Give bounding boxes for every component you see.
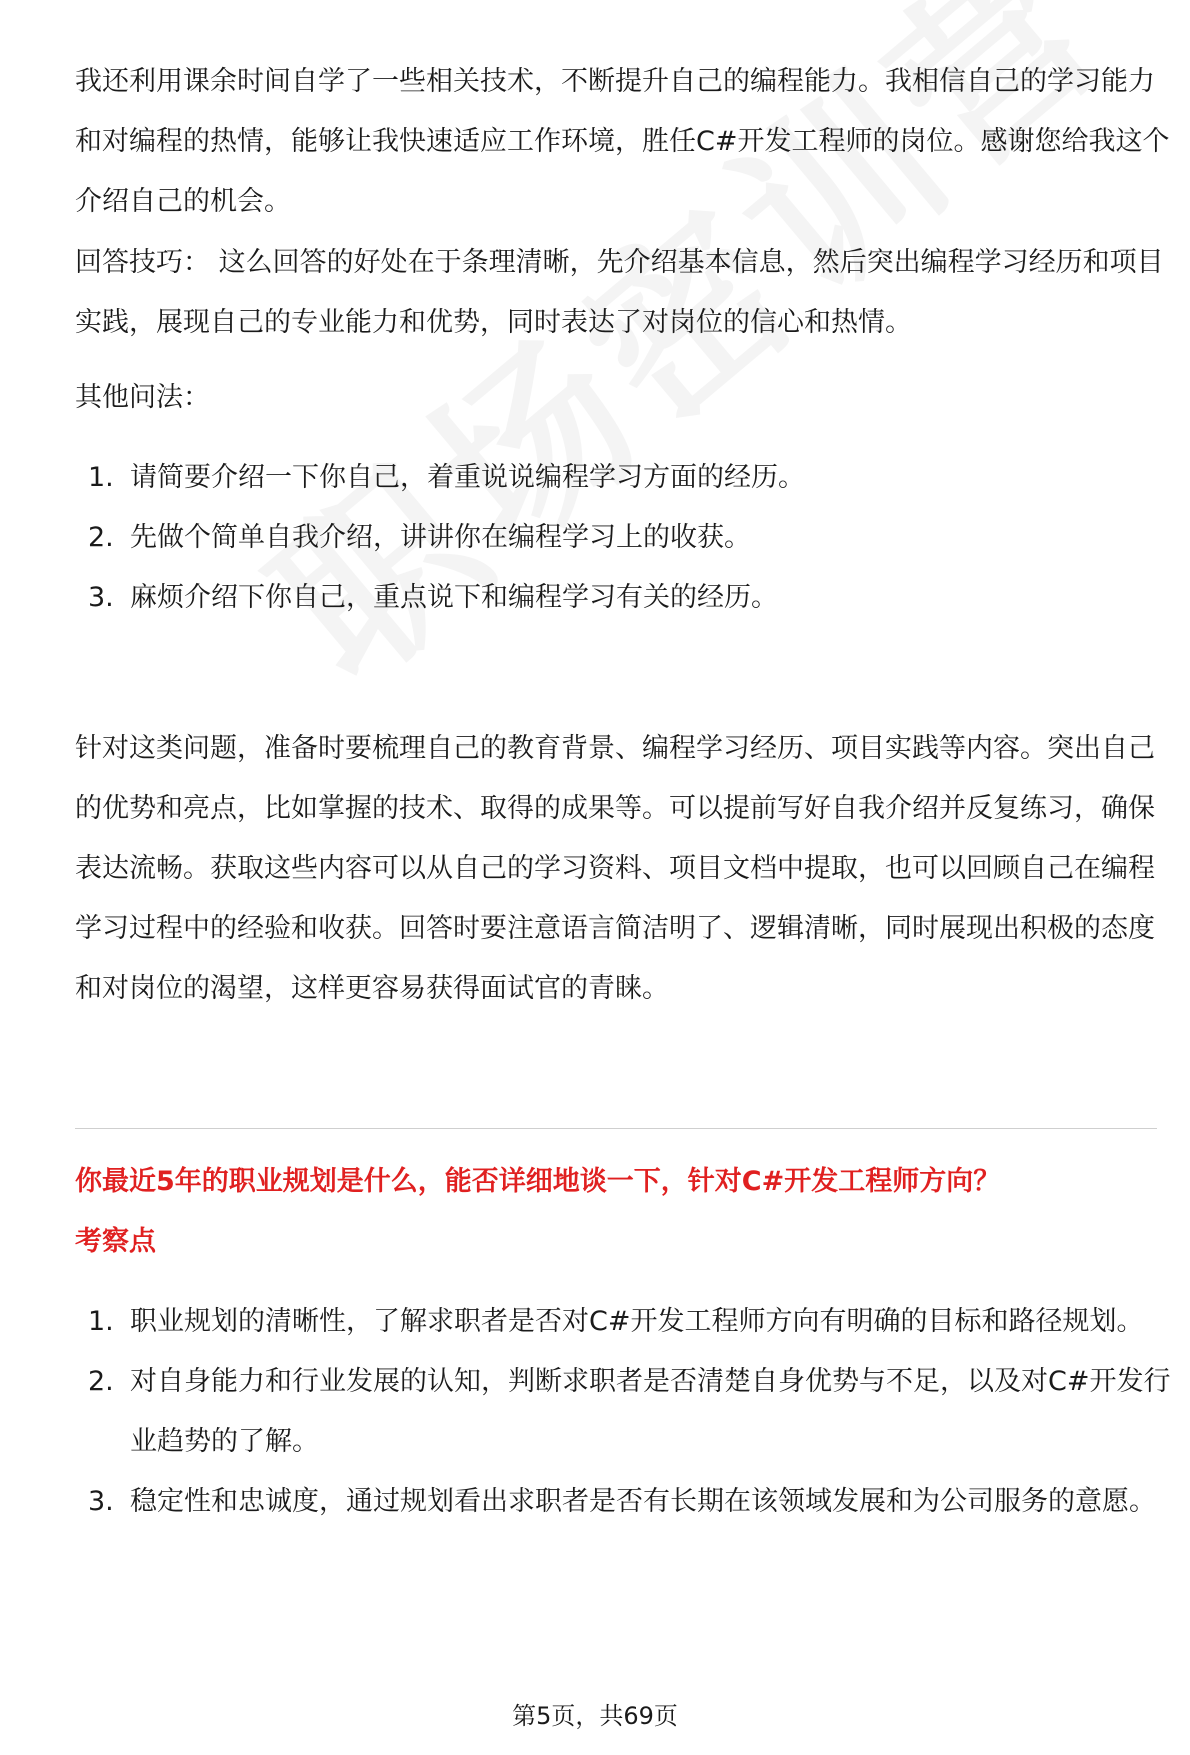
list-item xyxy=(75,1292,1175,1352)
list-number: 2. xyxy=(88,522,114,553)
other-questions-label: 其他问法： xyxy=(75,382,210,413)
list-text: 麻烦介绍下你自己，重点说下和编程学习有关的经历。 xyxy=(130,582,778,613)
list-item xyxy=(75,568,1175,628)
list-item xyxy=(75,448,1175,508)
list-item xyxy=(75,1472,1175,1532)
list-number: 2. xyxy=(88,1366,114,1397)
list-text: 对自身能力和行业发展的认知，判断求职者是否清楚自身优势与不足，以及对C#开发行业趋势的了解。 xyxy=(130,1366,1171,1457)
assessment-points-list xyxy=(75,1292,1175,1532)
list-number: 1. xyxy=(88,462,114,493)
tips-paragraph: 回答技巧： 这么回答的好处在于条理清晰，先介绍基本信息，然后突出编程学习经历和项目实践，展现自己的专业能力和优势，同时表达了对岗位的信心和热情。 xyxy=(75,247,1164,338)
list-text: 职业规划的清晰性，了解求职者是否对C#开发工程师方向有明确的目标和路径规划。 xyxy=(130,1306,1144,1337)
question-title: 你最近5年的职业规划是什么，能否详细地谈一下，针对C#开发工程师方向？ xyxy=(75,1166,1001,1197)
list-number: 1. xyxy=(88,1306,114,1337)
advice-paragraph: 针对这类问题，准备时要梳理自己的教育背景、编程学习经历、项目实践等内容。突出自己的优势和亮点，比如掌握的技术、取得的成果等。可以提前写好自我介绍并反复练习，确保表达流畅。获取这些内容可以从自己的学习资料、项目文档中提取，也可以回顾自己在编程学习过程中的经验和收获。回答时要注意语言简洁明了、逻辑清晰，同时展现出积极的态度和对岗位的渴望，这样更容易获得面试官的青睐。 xyxy=(75,733,1155,1004)
list-number: 3. xyxy=(88,1486,114,1517)
list-item xyxy=(75,1352,1175,1472)
intro-paragraph: 我还利用课余时间自学了一些相关技术，不断提升自己的编程能力。我相信自己的学习能力和对编程的热情，能够让我快速适应工作环境，胜任C#开发工程师的岗位。感谢您给我这个介绍自己的机会。 xyxy=(75,66,1170,217)
list-item xyxy=(75,508,1175,568)
section-heading: 考察点 xyxy=(75,1226,156,1257)
section-divider xyxy=(75,1128,1157,1129)
other-questions-list xyxy=(75,448,1175,628)
list-text: 稳定性和忠诚度，通过规划看出求职者是否有长期在该领域发展和为公司服务的意愿。 xyxy=(130,1486,1156,1517)
list-number: 3. xyxy=(88,582,114,613)
list-text: 请简要介绍一下你自己，着重说说编程学习方面的经历。 xyxy=(130,462,805,493)
page-number: 第5页，共69页 xyxy=(512,1702,678,1730)
list-text: 先做个简单自我介绍，讲讲你在编程学习上的收获。 xyxy=(130,522,751,553)
